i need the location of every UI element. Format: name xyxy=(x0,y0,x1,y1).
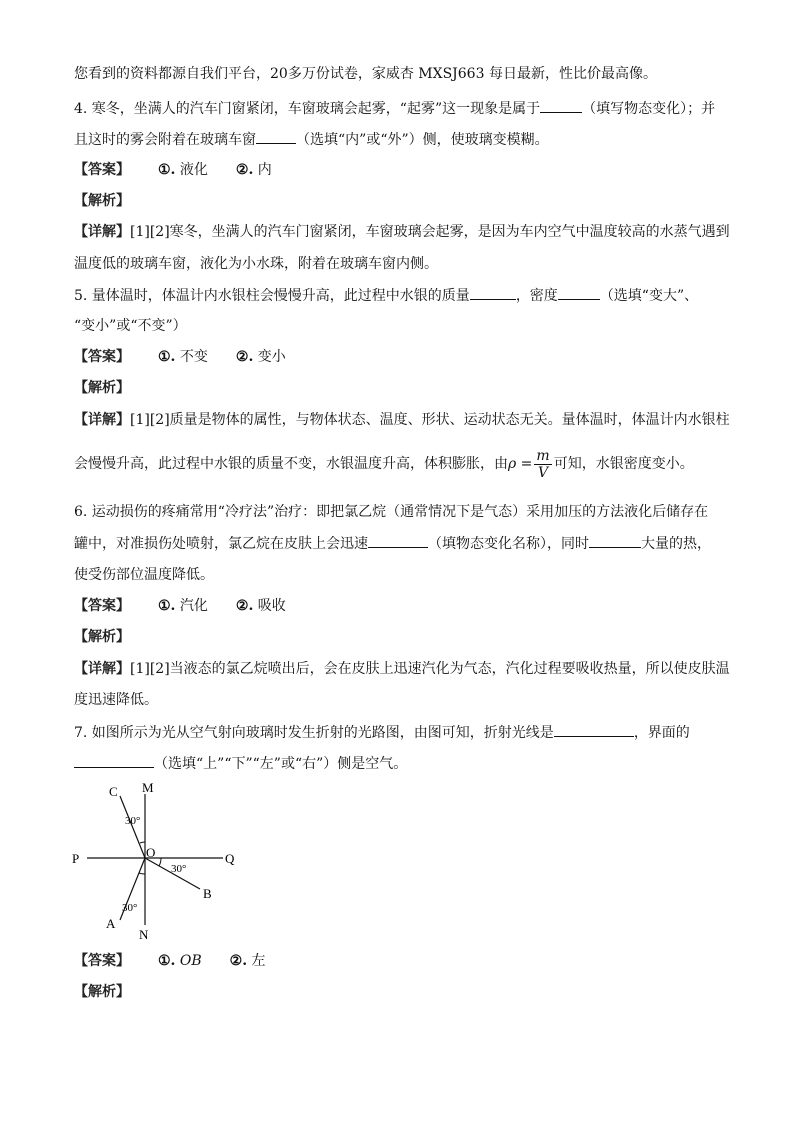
q4-analysis-label xyxy=(74,191,130,211)
answer-2-marker: ②. xyxy=(235,162,254,178)
q4-detail-text-1: [1][2]寒冬，坐满人的汽车门窗紧闭，车窗玻璃会起雾，是因为车内空气中温度较高的水蒸气遇到 xyxy=(130,224,730,240)
q5-detail-line2 xyxy=(74,446,694,482)
q5-detail-text-2b: 可知，水银密度变小。 xyxy=(553,456,694,472)
answer-2: 变小 xyxy=(257,349,286,365)
answer-2-marker: ②. xyxy=(235,349,254,365)
q7-stem-line1 xyxy=(74,722,690,743)
q5-blank-1[interactable] xyxy=(470,285,516,300)
analysis-label: 【解析】 xyxy=(74,629,130,645)
answer-2: 左 xyxy=(251,953,266,969)
q6-text-c: 大量的热， xyxy=(641,536,711,552)
fraction-denominator: V xyxy=(538,464,549,481)
q4-stem-line1 xyxy=(74,98,715,119)
answer-1: 液化 xyxy=(179,162,208,178)
q6-answer xyxy=(74,596,286,616)
q5-detail-text-1: [1][2]质量是物体的属性，与物体状态、温度、形状、运动状态无关。量体温时，体温计内水银柱 xyxy=(130,412,730,428)
answer-label: 【答案】 xyxy=(74,162,130,178)
header-note: 您看到的资料都源自我们平台，20多万份试卷，家威杏 MXSJ663 每日最新，性比价最高像。 xyxy=(74,66,657,82)
answer-1-marker: ①. xyxy=(158,349,176,365)
q5-stem-line1 xyxy=(74,285,698,306)
label-p: P xyxy=(72,851,80,866)
q6-detail-text-1: [1][2]当液态的氯乙烷喷出后，会在皮肤上迅速汽化为气态，汽化过程要吸收热量，所以使皮肤温 xyxy=(130,661,730,677)
q7-stem-line2 xyxy=(74,753,407,774)
refraction-diagram xyxy=(60,780,260,945)
q4-text-b: （填写物态变化）；并 xyxy=(582,101,716,117)
angle-arc-bottom xyxy=(139,873,145,874)
answer-2-marker: ②. xyxy=(235,598,254,614)
q4-text-c: 且这时的雾会附着在玻璃车窗 xyxy=(74,132,256,148)
q7-text-a: 7. 如图所示为光从空气射向玻璃时发生折射的光路图，由图可知，折射光线是 xyxy=(74,725,554,741)
answer-1-marker: ①. xyxy=(158,598,176,614)
q6-stem-line1: 6. 运动损伤的疼痛常用“冷疗法”治疗：即把氯乙烷（通常情况下是气态）采用加压的方法液化后储存在 xyxy=(74,504,709,520)
fraction-numerator: m xyxy=(536,447,550,464)
q5-text-c: （选填“变大”、 xyxy=(599,288,699,304)
angle-label-right: 30° xyxy=(171,863,187,875)
angle-label-bottom: 30° xyxy=(122,902,138,914)
q5-detail-line1 xyxy=(74,410,730,430)
q6-text-b: （填物态变化名称），同时 xyxy=(428,536,589,552)
label-n: N xyxy=(139,927,149,942)
q5-text-b: ，密度 xyxy=(515,288,558,304)
answer-1: OB xyxy=(179,953,202,969)
q6-detail-line2: 度迅速降低。 xyxy=(74,692,158,708)
q4-stem-line2 xyxy=(74,129,549,150)
answer-1: 不变 xyxy=(179,349,208,365)
q6-detail-line1 xyxy=(74,659,730,679)
answer-2-marker: ②. xyxy=(229,953,248,969)
rho-symbol: ρ = xyxy=(508,456,533,472)
q5-text-a: 5. 量体温时，体温计内水银柱会慢慢升高，此过程中水银的质量 xyxy=(74,288,470,304)
q5-answer xyxy=(74,347,286,367)
q5-detail-text-2a: 会慢慢升高，此过程中水银的质量不变，水银温度升高，体积膨胀，由 xyxy=(74,456,508,472)
angle-arc-right xyxy=(159,858,161,866)
q4-text-a: 4. 寒冬，坐满人的汽车门窗紧闭，车窗玻璃会起雾，“起雾”这一现象是属于 xyxy=(74,101,541,117)
detail-label: 【详解】 xyxy=(74,661,130,677)
answer-1: 汽化 xyxy=(179,598,208,614)
q7-answer xyxy=(74,951,266,971)
q6-stem-line2 xyxy=(74,533,711,554)
angle-label-top: 30° xyxy=(125,815,141,827)
q6-blank-1[interactable] xyxy=(368,533,428,548)
q4-blank-2[interactable] xyxy=(256,129,296,144)
q6-blank-2[interactable] xyxy=(589,533,641,548)
q7-text-c: （选填“上”“下”“左”或“右”）侧是空气。 xyxy=(154,756,408,772)
answer-label: 【答案】 xyxy=(74,349,130,365)
label-m: M xyxy=(142,780,154,795)
answer-label: 【答案】 xyxy=(74,598,130,614)
q5-analysis-label xyxy=(74,378,130,398)
label-c: C xyxy=(109,784,118,799)
q6-stem-line3: 使受伤部位温度降低。 xyxy=(74,567,214,583)
density-fraction xyxy=(534,448,551,481)
answer-label: 【答案】 xyxy=(74,953,130,969)
q7-text-b: ，界面的 xyxy=(633,725,690,741)
label-o: O xyxy=(146,845,156,860)
answer-1-marker: ①. xyxy=(158,162,176,178)
analysis-label: 【解析】 xyxy=(74,380,130,396)
q5-blank-2[interactable] xyxy=(558,285,600,300)
analysis-label: 【解析】 xyxy=(74,193,130,209)
q7-blank-2[interactable] xyxy=(74,753,154,768)
label-a: A xyxy=(106,916,116,931)
q4-detail-line1 xyxy=(74,222,730,242)
answer-1-marker: ①. xyxy=(158,953,176,969)
q6-analysis-label xyxy=(74,627,130,647)
q6-text-a: 罐中，对准损伤处喷射，氯乙烷在皮肤上会迅速 xyxy=(74,536,368,552)
label-b: B xyxy=(203,886,212,901)
q5-stem-line2: “变小”或“不变”） xyxy=(74,318,187,334)
q7-blank-1[interactable] xyxy=(554,722,634,737)
q4-answer xyxy=(74,160,272,180)
q7-analysis-label xyxy=(74,982,130,1002)
label-q: Q xyxy=(225,851,235,866)
answer-2: 内 xyxy=(257,162,272,178)
analysis-label: 【解析】 xyxy=(74,984,130,1000)
answer-2: 吸收 xyxy=(257,598,286,614)
q4-detail-line2: 温度低的玻璃车窗，液化为小水珠，附着在玻璃车窗内侧。 xyxy=(74,256,438,272)
angle-arc-top xyxy=(140,842,145,843)
detail-label: 【详解】 xyxy=(74,412,130,428)
q4-blank-1[interactable] xyxy=(540,98,582,113)
ray-co xyxy=(120,796,145,858)
q4-text-d: （选填“内”或“外”）侧，使玻璃变模糊。 xyxy=(296,132,549,148)
detail-label: 【详解】 xyxy=(74,224,130,240)
